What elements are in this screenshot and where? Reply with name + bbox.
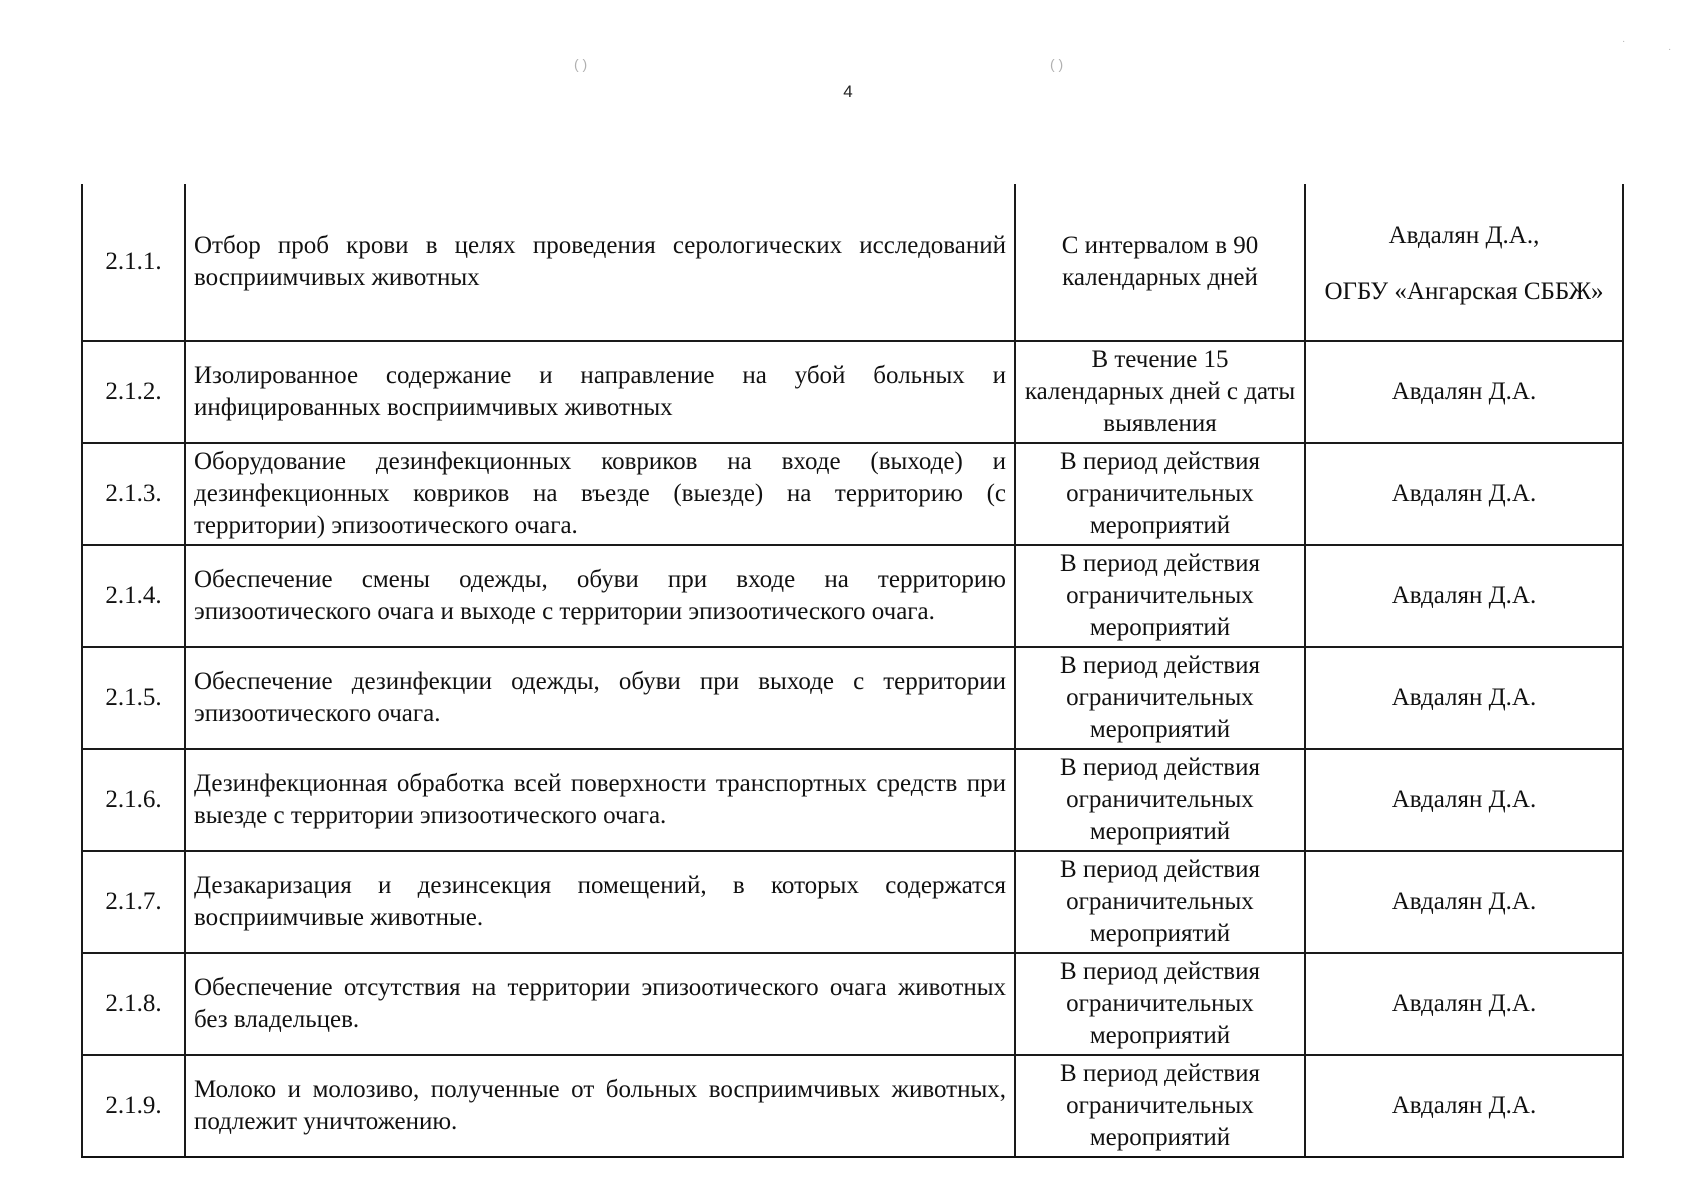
measure-term: С интервалом в 90 календарных дней [1015,184,1305,341]
item-number: 2.1.2. [82,341,185,443]
measure-term: В период действия ограничительных мероприятий [1015,545,1305,647]
measure-description: Отбор проб крови в целях проведения серологических исследований восприимчивых животных [185,184,1015,341]
measure-term: В период действия ограничительных мероприятий [1015,953,1305,1055]
responsible-person: Авдалян Д.А. [1305,851,1623,953]
measure-description: Обеспечение смены одежды, обуви при входе на территорию эпизоотического очага и выходе с территории эпизоотического очага. [185,545,1015,647]
responsible-organization: ОГБУ «Ангарская СББЖ» [1324,278,1604,305]
item-number: 2.1.3. [82,443,185,545]
measure-description: Обеспечение отсутствия на территории эпизоотического очага животных без владельцев. [185,953,1015,1055]
responsible-person: Авдалян Д.А. [1305,953,1623,1055]
table-row [82,184,1623,341]
table-row [82,647,1623,749]
item-number: 2.1.6. [82,749,185,851]
scan-artifact: · [1622,36,1626,47]
table-row [82,545,1623,647]
responsible-person: Авдалян Д.А. [1305,443,1623,545]
responsible-person: Авдалян Д.А., [1388,222,1540,249]
measure-term: В период действия ограничительных мероприятий [1015,749,1305,851]
item-number: 2.1.7. [82,851,185,953]
measure-term: В период действия ограничительных мероприятий [1015,443,1305,545]
item-number: 2.1.9. [82,1055,185,1157]
responsible-cell [1305,184,1623,341]
responsible-person: Авдалян Д.А. [1305,545,1623,647]
item-number: 2.1.8. [82,953,185,1055]
table-row [82,953,1623,1055]
table-row [82,1055,1623,1157]
measure-description: Дезинфекционная обработка всей поверхности транспортных средств при выезде с территории эпизоотического очага. [185,749,1015,851]
page-number: 4 [843,82,853,101]
measure-description: Изолированное содержание и направление на убой больных и инфицированных восприимчивых животных [185,341,1015,443]
measures-table [81,184,1624,1158]
scan-artifact: ( ) [574,56,588,72]
table-row [82,851,1623,953]
item-number: 2.1.4. [82,545,185,647]
measure-term: В период действия ограничительных мероприятий [1015,851,1305,953]
measure-description: Молоко и молозиво, полученные от больных восприимчивых животных, подлежит уничтожению. [185,1055,1015,1157]
measure-term: В течение 15 календарных дней с даты выявления [1015,341,1305,443]
table-row [82,341,1623,443]
item-number: 2.1.1. [82,184,185,341]
scan-artifact: · [1668,44,1672,55]
table-row [82,443,1623,545]
item-number: 2.1.5. [82,647,185,749]
measure-term: В период действия ограничительных мероприятий [1015,1055,1305,1157]
measure-description: Дезакаризация и дезинсекция помещений, в которых содержатся восприимчивые животные. [185,851,1015,953]
responsible-person: Авдалян Д.А. [1305,749,1623,851]
table-row [82,749,1623,851]
measure-term: В период действия ограничительных мероприятий [1015,647,1305,749]
responsible-person: Авдалян Д.А. [1305,341,1623,443]
scan-artifact: ( ) [1050,56,1064,72]
responsible-person: Авдалян Д.А. [1305,1055,1623,1157]
measure-description: Оборудование дезинфекционных ковриков на входе (выходе) и дезинфекционных ковриков на въезде (выезде) на территорию (с территории) эпизоотического очага. [185,443,1015,545]
measure-description: Обеспечение дезинфекции одежды, обуви при выходе с территории эпизоотического очага. [185,647,1015,749]
responsible-person: Авдалян Д.А. [1305,647,1623,749]
